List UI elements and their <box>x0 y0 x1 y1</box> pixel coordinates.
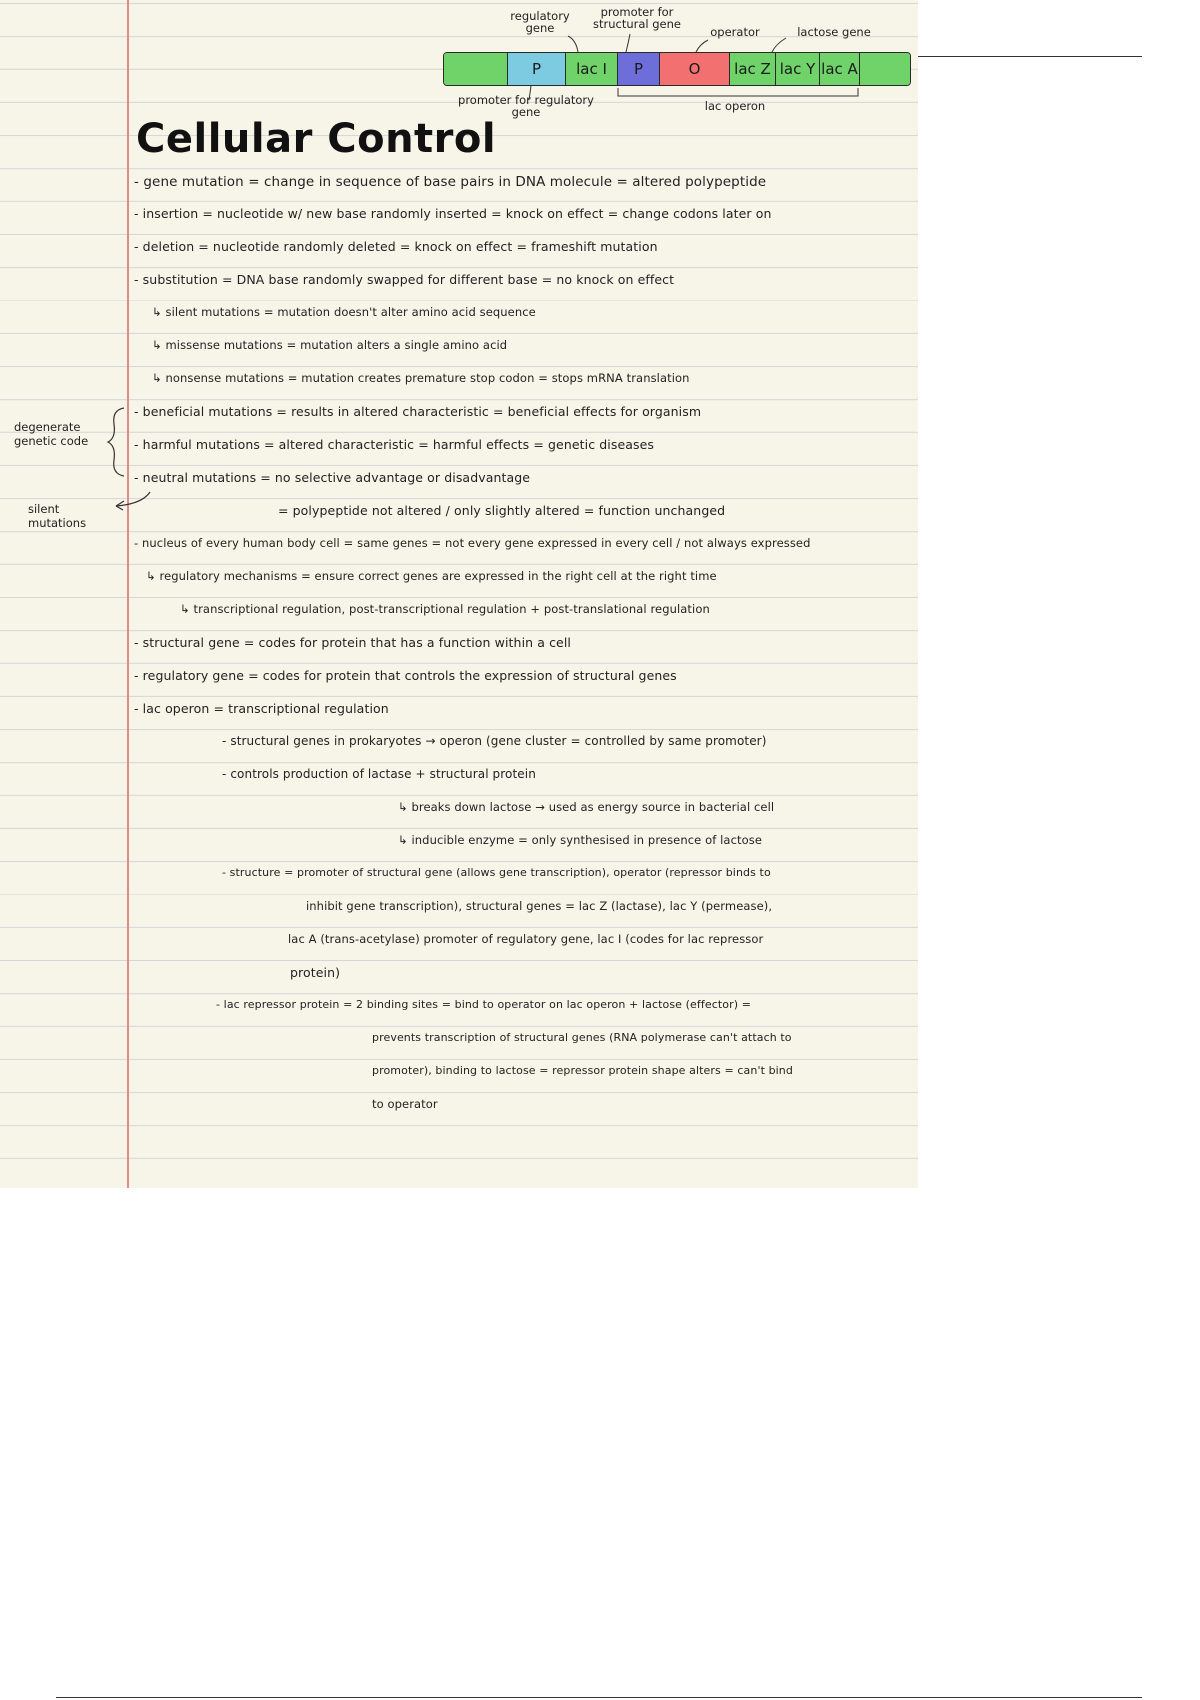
note-line: ↳ transcriptional regulation, post-transcriptional regulation + post-translational regulation <box>180 602 710 616</box>
note-line: = polypeptide not altered / only slightly altered = function unchanged <box>278 503 726 518</box>
segment-right-dna <box>860 53 910 85</box>
note-line: - neutral mutations = no selective advantage or disadvantage <box>134 470 531 485</box>
segment-regulatory-promoter: P <box>508 53 566 85</box>
segment-lac-y: lac Y <box>776 53 820 85</box>
segment-lac-a: lac A <box>820 53 860 85</box>
note-line: prevents transcription of structural genes (RNA polymerase can't attach to <box>372 1031 792 1044</box>
label-regulatory-gene: regulatory gene <box>510 9 570 35</box>
segment-left-dna <box>444 53 508 85</box>
note-line: - controls production of lactase + structural protein <box>222 767 536 781</box>
note-line: - beneficial mutations = results in altered characteristic = beneficial effects for organism <box>134 404 702 419</box>
side-brackets <box>0 0 160 540</box>
note-line: ↳ inducible enzyme = only synthesised in presence of lactose <box>398 833 762 847</box>
note-line: - structural gene = codes for protein that has a function within a cell <box>134 635 571 650</box>
page-title: Cellular Control <box>136 116 497 162</box>
note-line: ↳ breaks down lactose → used as energy source in bacterial cell <box>398 800 775 814</box>
note-line: - lac repressor protein = 2 binding sites = bind to operator on lac operon + lactose (effector) = <box>216 998 752 1011</box>
note-line: - insertion = nucleotide w/ new base randomly inserted = knock on effect = change codons later on <box>134 206 772 221</box>
note-line: - gene mutation = change in sequence of base pairs in DNA molecule = altered polypeptide <box>134 174 767 190</box>
lac-operon-strand <box>443 52 911 86</box>
note-line: - structure = promoter of structural gene (allows gene transcription), operator (repressor binds to <box>222 866 771 879</box>
label-operator: operator <box>710 25 760 39</box>
note-line: protein) <box>290 965 341 980</box>
note-line: - deletion = nucleotide randomly deleted = knock on effect = frameshift mutation <box>134 239 658 254</box>
side-note-silent-mutations: silent mutations <box>28 502 87 530</box>
side-note-degenerate-code: degenerate genetic code <box>14 420 89 448</box>
note-line: - structural genes in prokaryotes → operon (gene cluster = controlled by same promoter) <box>222 734 767 748</box>
note-line: - lac operon = transcriptional regulation <box>134 701 389 716</box>
top-rule <box>918 56 1142 57</box>
note-line: inhibit gene transcription), structural genes = lac Z (lactase), lac Y (permease), <box>306 899 773 913</box>
label-lac-operon: lac operon <box>704 99 766 113</box>
note-line: ↳ nonsense mutations = mutation creates premature stop codon = stops mRNA translation <box>152 371 690 385</box>
label-promoter-regulatory: promoter for regulatory gene <box>458 93 594 119</box>
note-line: - substitution = DNA base randomly swapped for different base = no knock on effect <box>134 272 675 287</box>
segment-lac-z: lac Z <box>730 53 776 85</box>
note-line: - harmful mutations = altered characteristic = harmful effects = genetic diseases <box>134 437 655 452</box>
note-line: ↳ regulatory mechanisms = ensure correct genes are expressed in the right cell at the right time <box>146 569 717 583</box>
note-line: - regulatory gene = codes for protein that controls the expression of structural genes <box>134 668 677 683</box>
segment-lac-i: lac I <box>566 53 618 85</box>
note-line: - nucleus of every human body cell = same genes = not every gene expressed in every cell / not always expressed <box>134 536 811 550</box>
label-lactose-gene: lactose gene <box>797 25 871 39</box>
note-line: ↳ missense mutations = mutation alters a single amino acid <box>152 338 508 352</box>
note-line: lac A (trans-acetylase) promoter of regulatory gene, lac I (codes for lac repressor <box>288 932 764 946</box>
note-line: promoter), binding to lactose = repressor protein shape alters = can't bind <box>372 1064 793 1077</box>
segment-structural-promoter: P <box>618 53 660 85</box>
label-promoter-structural: promoter for structural gene <box>592 5 681 31</box>
segment-operator: O <box>660 53 730 85</box>
note-line: ↳ silent mutations = mutation doesn't alter amino acid sequence <box>152 305 536 319</box>
bottom-rule <box>56 1697 1142 1698</box>
note-line: to operator <box>372 1097 438 1111</box>
